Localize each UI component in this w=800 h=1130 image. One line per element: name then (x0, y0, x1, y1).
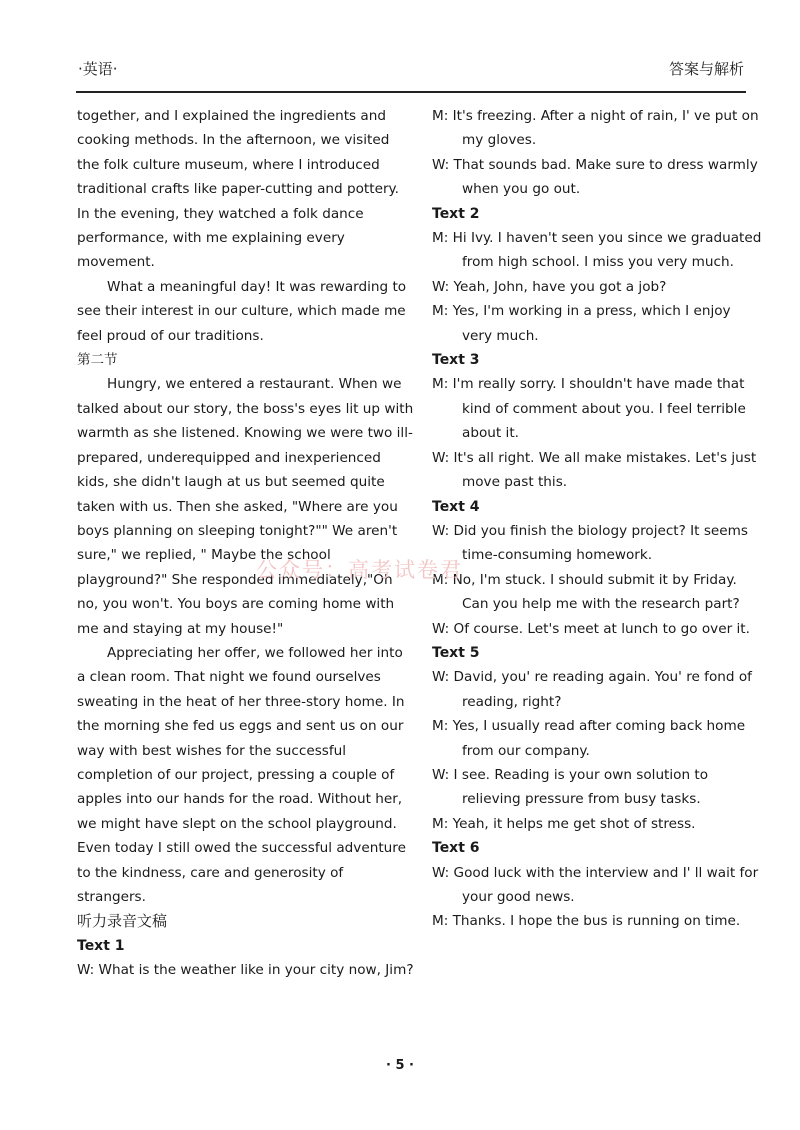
header-subject-label: ·英语· (78, 60, 118, 78)
paragraph: together, and I explained the ingredients and cooking methods. In the afternoon, we visited the folk culture museum, where I introduced traditional crafts like paper-cutting and pottery. In the evening, they watched a folk dance performance, with me explaining every movement. (77, 108, 399, 271)
left-column (77, 104, 415, 983)
header-section-title: 答案与解析 (668, 60, 744, 78)
dialog-line: M: Thanks. I hope the bus is running on time. (432, 913, 741, 930)
text-heading: Text 1 (77, 937, 125, 954)
text-heading: Text 6 (432, 840, 480, 857)
right-column (432, 104, 762, 934)
text-heading: Text 2 (432, 205, 480, 222)
dialog-line: M: Yeah, it helps me get shot of stress. (432, 815, 696, 832)
dialog-line: W: What is the weather like in your city now, Jim? (77, 962, 414, 979)
dialog-line: W: I see. Reading is your own solution to relieving pressure from busy tasks. (432, 766, 709, 808)
dialog-line: W: It's all right. We all make mistakes. Let's just move past this. (432, 449, 757, 491)
text-heading: Text 5 (432, 644, 480, 661)
paragraph: Appreciating her offer, we followed her into a clean room. That night we found ourselves sweating in the heat of her three-story home. In the morning she fed us eggs and sent us on our way with best wishes for the successful completion of our project, pressing a couple of apples into our hands for the road. Without her, we might have slept on the school playground. Even today I still owed the successful adventure to the kindness, care and generosity of strangers. (77, 644, 406, 905)
dialog-line: W: Yeah, John, have you got a job? (432, 278, 667, 295)
dialog-line: W: David, you' re reading again. You' re fond of reading, right? (432, 669, 752, 710)
text-heading: Text 4 (432, 498, 480, 515)
dialog-line: W: That sounds bad. Make sure to dress warmly when you go out. (432, 156, 758, 198)
dialog-line: M: Hi Ivy. I haven't seen you since we graduated from high school. I miss you very much. (432, 230, 762, 271)
text-heading: Text 3 (432, 352, 480, 369)
dialog-line: M: I'm really sorry. I shouldn't have made that kind of comment about you. I feel terrible about it. (432, 376, 746, 442)
transcript-heading: 听力录音文稿 (77, 912, 168, 931)
watermark-text: 公众号：高考试卷君 (256, 558, 463, 582)
dialog-line: M: It's freezing. After a night of rain, I' ve put on my gloves. (432, 108, 759, 149)
page-number: · 5 · (386, 1058, 414, 1073)
paragraph: Hungry, we entered a restaurant. When we talked about our story, the boss's eyes lit up with warmth as she listened. Knowing we were two ill-prepared, underequipped and inexperienced kids, she didn't laugh at us but seemed quite taken with us. Then she asked, "Where are you boys planning on sleeping tonight?"" We aren't sure," we replied, " Maybe the school playground?" She responded immediately,"Oh no, you won't. You boys are coming home with me and staying at my house!" (77, 376, 414, 637)
dialog-line: M: No, I'm stuck. I should submit it by Friday. Can you help me with the research part? (432, 571, 740, 613)
header-divider (76, 91, 746, 93)
dialog-line: W: Good luck with the interview and I' ll wait for your good news. (432, 864, 759, 905)
section-heading: 第二节 (77, 352, 118, 369)
paragraph: What a meaningful day! It was rewarding to see their interest in our culture, which made me feel proud of our traditions. (77, 278, 407, 344)
dialog-line: M: Yes, I'm working in a press, which I enjoy very much. (432, 303, 731, 344)
dialog-line: W: Of course. Let's meet at lunch to go over it. (432, 620, 750, 637)
dialog-line: W: Did you finish the biology project? It seems time-consuming homework. (432, 522, 748, 564)
dialog-line: M: Yes, I usually read after coming back home from our company. (432, 718, 746, 759)
